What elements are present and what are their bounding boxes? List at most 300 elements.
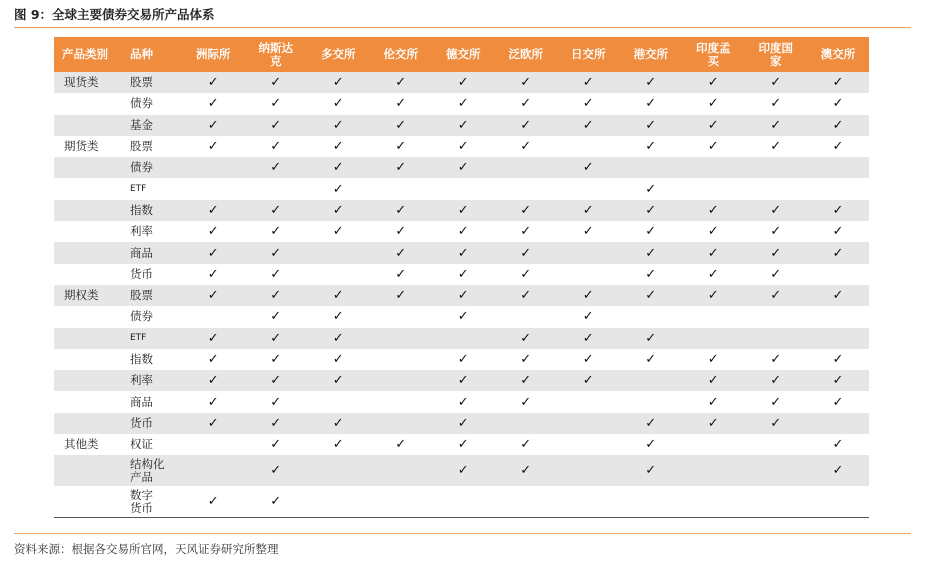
check-mark-icon: ✓ [182, 72, 245, 93]
check-mark-icon: ✓ [495, 93, 558, 114]
table-row [54, 434, 869, 455]
table-row [54, 349, 869, 370]
empty-cell [432, 486, 495, 517]
empty-cell [745, 157, 808, 178]
check-mark-icon: ✓ [182, 115, 245, 136]
check-mark-icon: ✓ [807, 349, 869, 370]
empty-cell [620, 370, 683, 391]
empty-cell [182, 434, 245, 455]
table-row [54, 328, 869, 349]
check-mark-icon: ✓ [432, 285, 495, 306]
category-cell [54, 221, 126, 242]
category-cell [54, 328, 126, 349]
check-mark-icon: ✓ [245, 391, 308, 412]
check-mark-icon: ✓ [620, 264, 683, 285]
table-row [54, 242, 869, 263]
category-cell [54, 242, 126, 263]
empty-cell [370, 349, 433, 370]
check-mark-icon: ✓ [620, 93, 683, 114]
check-mark-icon: ✓ [557, 157, 620, 178]
check-mark-icon: ✓ [557, 349, 620, 370]
check-mark-icon: ✓ [557, 285, 620, 306]
check-mark-icon: ✓ [370, 242, 433, 263]
empty-cell [307, 242, 370, 263]
product-cell: ETF [126, 328, 182, 349]
check-mark-icon: ✓ [307, 370, 370, 391]
table-header-row [54, 37, 869, 72]
header-exchange: 日交所 [557, 37, 620, 72]
check-mark-icon: ✓ [557, 115, 620, 136]
check-mark-icon: ✓ [182, 349, 245, 370]
check-mark-icon: ✓ [307, 200, 370, 221]
empty-cell [557, 434, 620, 455]
empty-cell [432, 178, 495, 199]
check-mark-icon: ✓ [495, 391, 558, 412]
empty-cell [807, 413, 869, 434]
empty-cell [682, 306, 745, 327]
empty-cell [682, 157, 745, 178]
check-mark-icon: ✓ [432, 370, 495, 391]
check-mark-icon: ✓ [182, 136, 245, 157]
check-mark-icon: ✓ [495, 349, 558, 370]
table-row [54, 136, 869, 157]
product-cell: 指数 [126, 200, 182, 221]
check-mark-icon: ✓ [307, 349, 370, 370]
empty-cell [495, 178, 558, 199]
check-mark-icon: ✓ [245, 136, 308, 157]
check-mark-icon: ✓ [745, 93, 808, 114]
check-mark-icon: ✓ [495, 370, 558, 391]
check-mark-icon: ✓ [432, 93, 495, 114]
check-mark-icon: ✓ [182, 93, 245, 114]
product-cell: 商品 [126, 391, 182, 412]
product-cell: 商品 [126, 242, 182, 263]
category-cell [54, 349, 126, 370]
empty-cell [682, 328, 745, 349]
check-mark-icon: ✓ [557, 72, 620, 93]
check-mark-icon: ✓ [745, 349, 808, 370]
check-mark-icon: ✓ [370, 72, 433, 93]
empty-cell [745, 486, 808, 517]
exchange-product-table [54, 37, 869, 518]
check-mark-icon: ✓ [432, 434, 495, 455]
table-row [54, 221, 869, 242]
check-mark-icon: ✓ [245, 328, 308, 349]
product-cell: 货币 [126, 264, 182, 285]
check-mark-icon: ✓ [307, 136, 370, 157]
check-mark-icon: ✓ [245, 285, 308, 306]
check-mark-icon: ✓ [620, 200, 683, 221]
empty-cell [370, 455, 433, 486]
empty-cell [307, 264, 370, 285]
check-mark-icon: ✓ [432, 136, 495, 157]
product-cell: 结构化 产品 [126, 455, 182, 486]
check-mark-icon: ✓ [245, 306, 308, 327]
product-cell: 债券 [126, 306, 182, 327]
check-mark-icon: ✓ [807, 434, 869, 455]
check-mark-icon: ✓ [432, 221, 495, 242]
empty-cell [807, 306, 869, 327]
category-cell [54, 200, 126, 221]
check-mark-icon: ✓ [307, 328, 370, 349]
check-mark-icon: ✓ [432, 200, 495, 221]
product-cell: 基金 [126, 115, 182, 136]
footer-divider [14, 533, 911, 534]
check-mark-icon: ✓ [807, 285, 869, 306]
check-mark-icon: ✓ [807, 200, 869, 221]
check-mark-icon: ✓ [682, 264, 745, 285]
table-row [54, 157, 869, 178]
check-mark-icon: ✓ [245, 221, 308, 242]
check-mark-icon: ✓ [182, 391, 245, 412]
empty-cell [370, 328, 433, 349]
check-mark-icon: ✓ [495, 434, 558, 455]
product-cell: 数字 货币 [126, 486, 182, 517]
category-cell [54, 157, 126, 178]
check-mark-icon: ✓ [620, 221, 683, 242]
empty-cell [182, 178, 245, 199]
figure-title: 图 9：全球主要债券交易所产品体系 [14, 7, 215, 22]
check-mark-icon: ✓ [745, 413, 808, 434]
check-mark-icon: ✓ [182, 264, 245, 285]
empty-cell [495, 306, 558, 327]
product-cell: 利率 [126, 370, 182, 391]
check-mark-icon: ✓ [307, 434, 370, 455]
check-mark-icon: ✓ [807, 93, 869, 114]
empty-cell [370, 486, 433, 517]
check-mark-icon: ✓ [682, 370, 745, 391]
check-mark-icon: ✓ [620, 136, 683, 157]
empty-cell [807, 178, 869, 199]
category-cell: 期权类 [54, 285, 126, 306]
category-cell [54, 370, 126, 391]
header-exchange: 泛欧所 [495, 37, 558, 72]
check-mark-icon: ✓ [495, 242, 558, 263]
check-mark-icon: ✓ [807, 136, 869, 157]
check-mark-icon: ✓ [182, 285, 245, 306]
title-divider [14, 27, 911, 28]
check-mark-icon: ✓ [745, 221, 808, 242]
category-cell: 现货类 [54, 72, 126, 93]
check-mark-icon: ✓ [807, 115, 869, 136]
empty-cell [557, 242, 620, 263]
product-cell: 债券 [126, 157, 182, 178]
category-cell [54, 115, 126, 136]
check-mark-icon: ✓ [182, 370, 245, 391]
check-mark-icon: ✓ [620, 434, 683, 455]
check-mark-icon: ✓ [495, 455, 558, 486]
check-mark-icon: ✓ [245, 434, 308, 455]
product-cell: 货币 [126, 413, 182, 434]
empty-cell [745, 178, 808, 199]
check-mark-icon: ✓ [245, 349, 308, 370]
check-mark-icon: ✓ [245, 157, 308, 178]
empty-cell [557, 455, 620, 486]
check-mark-icon: ✓ [745, 370, 808, 391]
check-mark-icon: ✓ [432, 413, 495, 434]
empty-cell [307, 486, 370, 517]
check-mark-icon: ✓ [620, 115, 683, 136]
check-mark-icon: ✓ [245, 115, 308, 136]
check-mark-icon: ✓ [682, 72, 745, 93]
check-mark-icon: ✓ [682, 200, 745, 221]
empty-cell [745, 455, 808, 486]
check-mark-icon: ✓ [807, 72, 869, 93]
category-cell [54, 413, 126, 434]
check-mark-icon: ✓ [307, 93, 370, 114]
check-mark-icon: ✓ [495, 115, 558, 136]
category-cell [54, 391, 126, 412]
check-mark-icon: ✓ [745, 72, 808, 93]
header-exchange: 澳交所 [807, 37, 869, 72]
check-mark-icon: ✓ [432, 72, 495, 93]
table-row [54, 178, 869, 199]
check-mark-icon: ✓ [370, 264, 433, 285]
check-mark-icon: ✓ [370, 285, 433, 306]
empty-cell [557, 486, 620, 517]
empty-cell [745, 306, 808, 327]
check-mark-icon: ✓ [620, 455, 683, 486]
header-exchange: 多交所 [307, 37, 370, 72]
table-row [54, 115, 869, 136]
check-mark-icon: ✓ [745, 391, 808, 412]
check-mark-icon: ✓ [682, 285, 745, 306]
check-mark-icon: ✓ [245, 455, 308, 486]
table-row [54, 413, 869, 434]
check-mark-icon: ✓ [245, 242, 308, 263]
table-row [54, 306, 869, 327]
check-mark-icon: ✓ [745, 115, 808, 136]
check-mark-icon: ✓ [495, 328, 558, 349]
product-cell: 股票 [126, 136, 182, 157]
empty-cell [620, 306, 683, 327]
header-exchange: 港交所 [620, 37, 683, 72]
check-mark-icon: ✓ [620, 72, 683, 93]
check-mark-icon: ✓ [432, 349, 495, 370]
category-cell [54, 93, 126, 114]
empty-cell [807, 328, 869, 349]
category-cell [54, 178, 126, 199]
check-mark-icon: ✓ [370, 115, 433, 136]
product-cell: ETF [126, 178, 182, 199]
category-cell: 其他类 [54, 434, 126, 455]
empty-cell [807, 157, 869, 178]
product-cell: 权证 [126, 434, 182, 455]
table-row [54, 264, 869, 285]
empty-cell [620, 486, 683, 517]
empty-cell [370, 391, 433, 412]
check-mark-icon: ✓ [370, 136, 433, 157]
check-mark-icon: ✓ [307, 413, 370, 434]
check-mark-icon: ✓ [557, 200, 620, 221]
empty-cell [495, 486, 558, 517]
check-mark-icon: ✓ [807, 242, 869, 263]
check-mark-icon: ✓ [620, 242, 683, 263]
check-mark-icon: ✓ [620, 285, 683, 306]
table-row [54, 455, 869, 486]
check-mark-icon: ✓ [495, 264, 558, 285]
empty-cell [807, 486, 869, 517]
check-mark-icon: ✓ [432, 306, 495, 327]
empty-cell [620, 391, 683, 412]
check-mark-icon: ✓ [370, 434, 433, 455]
check-mark-icon: ✓ [245, 264, 308, 285]
check-mark-icon: ✓ [620, 413, 683, 434]
empty-cell [495, 157, 558, 178]
table-row [54, 285, 869, 306]
empty-cell [182, 455, 245, 486]
empty-cell [682, 434, 745, 455]
product-cell: 债券 [126, 93, 182, 114]
product-cell: 股票 [126, 72, 182, 93]
check-mark-icon: ✓ [307, 306, 370, 327]
check-mark-icon: ✓ [432, 115, 495, 136]
empty-cell [557, 413, 620, 434]
check-mark-icon: ✓ [370, 93, 433, 114]
header-exchange: 印度国 家 [745, 37, 808, 72]
check-mark-icon: ✓ [432, 242, 495, 263]
empty-cell [370, 306, 433, 327]
check-mark-icon: ✓ [245, 72, 308, 93]
check-mark-icon: ✓ [682, 115, 745, 136]
header-product: 品种 [126, 37, 182, 72]
empty-cell [557, 391, 620, 412]
check-mark-icon: ✓ [370, 221, 433, 242]
check-mark-icon: ✓ [307, 72, 370, 93]
product-cell: 指数 [126, 349, 182, 370]
empty-cell [370, 413, 433, 434]
check-mark-icon: ✓ [307, 157, 370, 178]
check-mark-icon: ✓ [682, 221, 745, 242]
empty-cell [682, 455, 745, 486]
check-mark-icon: ✓ [245, 413, 308, 434]
check-mark-icon: ✓ [682, 136, 745, 157]
check-mark-icon: ✓ [495, 221, 558, 242]
check-mark-icon: ✓ [745, 285, 808, 306]
empty-cell [370, 178, 433, 199]
check-mark-icon: ✓ [307, 221, 370, 242]
check-mark-icon: ✓ [557, 328, 620, 349]
table-row [54, 200, 869, 221]
table-row [54, 370, 869, 391]
check-mark-icon: ✓ [182, 486, 245, 517]
empty-cell [245, 178, 308, 199]
empty-cell [807, 264, 869, 285]
header-exchange: 纳斯达 克 [245, 37, 308, 72]
check-mark-icon: ✓ [182, 328, 245, 349]
check-mark-icon: ✓ [557, 370, 620, 391]
category-cell [54, 306, 126, 327]
check-mark-icon: ✓ [182, 200, 245, 221]
check-mark-icon: ✓ [557, 221, 620, 242]
check-mark-icon: ✓ [807, 221, 869, 242]
check-mark-icon: ✓ [307, 115, 370, 136]
category-cell [54, 455, 126, 486]
check-mark-icon: ✓ [682, 242, 745, 263]
empty-cell [620, 157, 683, 178]
check-mark-icon: ✓ [745, 242, 808, 263]
empty-cell [557, 178, 620, 199]
check-mark-icon: ✓ [745, 264, 808, 285]
check-mark-icon: ✓ [245, 370, 308, 391]
empty-cell [307, 455, 370, 486]
check-mark-icon: ✓ [495, 285, 558, 306]
check-mark-icon: ✓ [245, 486, 308, 517]
empty-cell [557, 136, 620, 157]
table-body [54, 72, 869, 517]
check-mark-icon: ✓ [620, 349, 683, 370]
check-mark-icon: ✓ [682, 413, 745, 434]
check-mark-icon: ✓ [307, 285, 370, 306]
empty-cell [370, 370, 433, 391]
empty-cell [432, 328, 495, 349]
check-mark-icon: ✓ [620, 178, 683, 199]
category-cell [54, 486, 126, 517]
check-mark-icon: ✓ [182, 242, 245, 263]
category-cell: 期货类 [54, 136, 126, 157]
check-mark-icon: ✓ [682, 391, 745, 412]
table-row [54, 93, 869, 114]
check-mark-icon: ✓ [370, 200, 433, 221]
check-mark-icon: ✓ [745, 136, 808, 157]
check-mark-icon: ✓ [182, 413, 245, 434]
header-exchange: 伦交所 [370, 37, 433, 72]
empty-cell [745, 328, 808, 349]
empty-cell [495, 413, 558, 434]
check-mark-icon: ✓ [307, 178, 370, 199]
table-row [54, 486, 869, 517]
check-mark-icon: ✓ [807, 391, 869, 412]
check-mark-icon: ✓ [620, 328, 683, 349]
product-cell: 利率 [126, 221, 182, 242]
empty-cell [682, 486, 745, 517]
check-mark-icon: ✓ [682, 349, 745, 370]
check-mark-icon: ✓ [245, 200, 308, 221]
header-exchange: 洲际所 [182, 37, 245, 72]
check-mark-icon: ✓ [182, 221, 245, 242]
table-row [54, 72, 869, 93]
source-note: 资料来源：根据各交易所官网，天风证券研究所整理 [14, 542, 279, 556]
check-mark-icon: ✓ [495, 136, 558, 157]
check-mark-icon: ✓ [370, 157, 433, 178]
empty-cell [745, 434, 808, 455]
empty-cell [557, 264, 620, 285]
check-mark-icon: ✓ [557, 306, 620, 327]
category-cell [54, 264, 126, 285]
header-exchange: 印度孟 买 [682, 37, 745, 72]
empty-cell [182, 306, 245, 327]
check-mark-icon: ✓ [432, 391, 495, 412]
check-mark-icon: ✓ [432, 455, 495, 486]
check-mark-icon: ✓ [745, 200, 808, 221]
empty-cell [682, 178, 745, 199]
table-row [54, 391, 869, 412]
check-mark-icon: ✓ [495, 72, 558, 93]
check-mark-icon: ✓ [245, 93, 308, 114]
check-mark-icon: ✓ [495, 200, 558, 221]
check-mark-icon: ✓ [682, 93, 745, 114]
empty-cell [182, 157, 245, 178]
header-exchange: 德交所 [432, 37, 495, 72]
check-mark-icon: ✓ [432, 264, 495, 285]
check-mark-icon: ✓ [432, 157, 495, 178]
empty-cell [307, 391, 370, 412]
header-category: 产品类别 [54, 37, 126, 72]
check-mark-icon: ✓ [557, 93, 620, 114]
check-mark-icon: ✓ [807, 455, 869, 486]
product-cell: 股票 [126, 285, 182, 306]
check-mark-icon: ✓ [807, 370, 869, 391]
